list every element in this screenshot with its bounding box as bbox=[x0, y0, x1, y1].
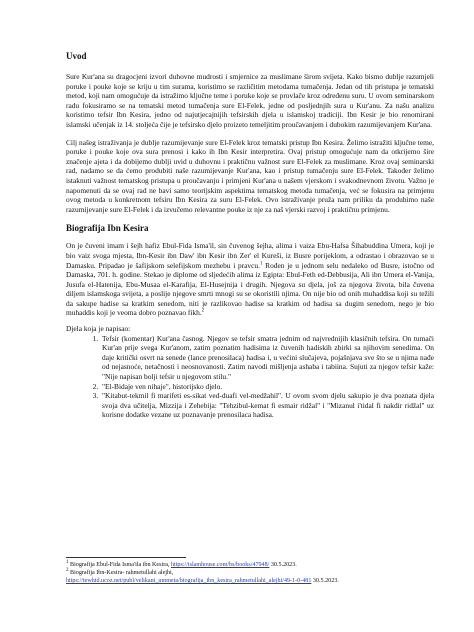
works-list-item: 1. Tefsir (komentar) Kur'ana časnog. Njegov se tefsir smatra jednim od najvrednijih klasičnih tefsira. On tumači Kur'an prije svega Kur'anom, zatim poznatim hadisima iz čuvenih hadiskih zbirki sa njihovim senedima. On daje kritički osvrt na senede (lance prenosilaca) hadisa i, u većini slučajeva, pojašnjava sve što se u njima nađe od nejasnoće, netačnosti i neosnovanosti. Zatim navodi mišljenja ashaba i tabiina. Sujuti za njegov tefsir kaže: "Nije napisan bolji tefsir u njegovom stilu." bbox=[100, 334, 434, 382]
intro-paragraph-2: Cilj našeg istraživanja je dublje razumijevanje sure El-Felek kroz tematski pristup Ibn Kesira. Želimo istražiti ključne teme, poruke i pouke koje ova sura prenosi i kako ih Ibn Kesir interpretira. Ovaj pristup omogućuje nam da otkrijemo šire značenje ajeta i da dobijemo dublji uvid u duhovnu i praktičnu važnost sure El-Felek za muslimane. Kroz ovaj seminarski rad, nadamo se da ćemo produbiti naše razumijevanje Kur'ana, kao i pristup tumačenju sure El-Felek. Također želimo istaknuti važnost tematskog pristupa u proučavanju i primjeni Kur'ana u našem vjerskom i svakodnevnom životu. Važno je napomenuti da se ovaj rad ne bavi samo teorijskim aspektima tematskog metoda tumačenja, već se fokusira na primjenu ovog metoda u konkretnom tefsiru Ibn Kesira za suru El-Felek. Ovo istraživanje pruža nam priliku da produbimo naše razumijevanje sure El-Felek i da izvučemo relevantne pouke iz nje za naš vjerski razvoj i praktičnu primjenu. bbox=[66, 137, 434, 214]
footnote-separator bbox=[66, 557, 186, 558]
biography-heading: Biografija Ibn Kesira bbox=[66, 223, 149, 234]
biography-text-part-1: On je čuveni imam i šejh hafiz Ebul-Fida Isma'il, sin čuvenog šejha, alima i vaiza Ebu-Hafsa Šihabuddina Umera, koji je bio vaiz svoga mjesta, Ibn-Kesir ibn Daw' ibn Kesir ibn Zer' el Kureši, iz Busre porijeklom, a odrastao i obrazovao se u Damasku. Pripadao je šafijskom selefijskom mezhebu i pravcu. bbox=[66, 241, 434, 270]
works-list-item: 3. "Kitabut-tekmil fi marifeti es-sikat ved-duafi vel-medžahil". U ovom svom djelu sakupio je dva poznata djela svoja dva učitelja, Mizzija i Zehebija: "Tehzibul-kemat fi esmair ridžal" i "Mizanul i'tidal fi nakdir ridžal" uz korisne dodatke vezane uz poznavanje prenosilaca hadisa. bbox=[100, 391, 434, 420]
footnote-number: 1 bbox=[66, 559, 69, 565]
works-list-item: 2. "El-Bidaje ven nihaje", historijsko djelo. bbox=[100, 382, 434, 392]
footnote-1 bbox=[66, 561, 434, 569]
biography-text-part-2: Rođen je u jednom selu nedaleko od Busre, istočno od Damaska, 701. h. godine. Stekao je diplome od sljedećih alima iz Egipta: Ebul-Feth ed-Debbusija, Ali ibn Umera el-Vanija, Jusufa el-Hatenija, Ebu-Musaa el-Karafija, El-Husejnija i drugih. Njegova su djela, još za njegova života, bila čuvena diljem islamskoga svijeta, a poslije njegove smrti mnogi su se okoristili njima. On nije bio od onih muhaddisa koji su težili da sakupe hadise sa kratkim senedom, niti je razlikovao hadise sa kratkim od hadisa sa dugim senedom, nego je bio muhaddis koji je veoma dobro poznavao fikh. bbox=[66, 260, 434, 318]
footnote-ref-2[interactable]: 2 bbox=[201, 309, 205, 314]
footnote-date: 30.5.2023. bbox=[312, 578, 339, 584]
page-body bbox=[66, 50, 434, 420]
intro-heading: Uvod bbox=[66, 51, 87, 61]
intro-paragraph-1: Sure Kur'ana su dragocjeni izvori duhovne mudrosti i smjernice za muslimane širom svijeta. Kako bismo dublje razumjeli poruke i pouke koje se kriju u tim surama, koristimo se različitim metodama tumačenja. Jedan od tih pristupa je tematski metod, koji nam omogućuje da istražimo ključne teme i poruke koje se provlače kroz određenu suru. U ovom seminarskom radu fokusiramo se na tematski metod tumačenja sure El-Felek, jedne od posljednjih sura u Kur'anu. Za našu analizu koristimo tefsir Ibn Kesira, jedno od najutjecajnijih tefsirskih djela u islamskoj tradiciji. Ibn Kesir je bio renomirani islamski učenjak iz 14. stoljeća čije je tefsirsko djelo proizeto temeljitim proučavanjem i dubokim razumijevanjem Kur'ana. bbox=[66, 72, 434, 129]
footnotes bbox=[66, 557, 434, 585]
footnote-number: 2 bbox=[66, 567, 69, 573]
works-list bbox=[66, 334, 434, 420]
footnote-link[interactable]: https://islamhouse.com/bs/books/47948/ bbox=[170, 562, 270, 568]
footnote-ref-1[interactable]: 1 bbox=[259, 261, 263, 267]
footnote-2 bbox=[66, 569, 434, 585]
biography-paragraph bbox=[66, 241, 434, 318]
footnote-text: Biografija Ibn-Kesira- rahmetullahi alejhi, bbox=[70, 570, 174, 576]
footnote-date: 30.5.2023. bbox=[270, 562, 297, 568]
footnote-text: Biografija Ebul-Fida Isma'ila ibn Kesira, bbox=[70, 562, 170, 568]
footnote-link[interactable]: https://tewhid.ucoz.net/publ/velikani_ummeta/biografija_ibn_kesira_rahmetullahi_alejhi/49-1-0-481 bbox=[66, 578, 312, 584]
works-intro: Djela koja je napisao: bbox=[66, 324, 131, 334]
